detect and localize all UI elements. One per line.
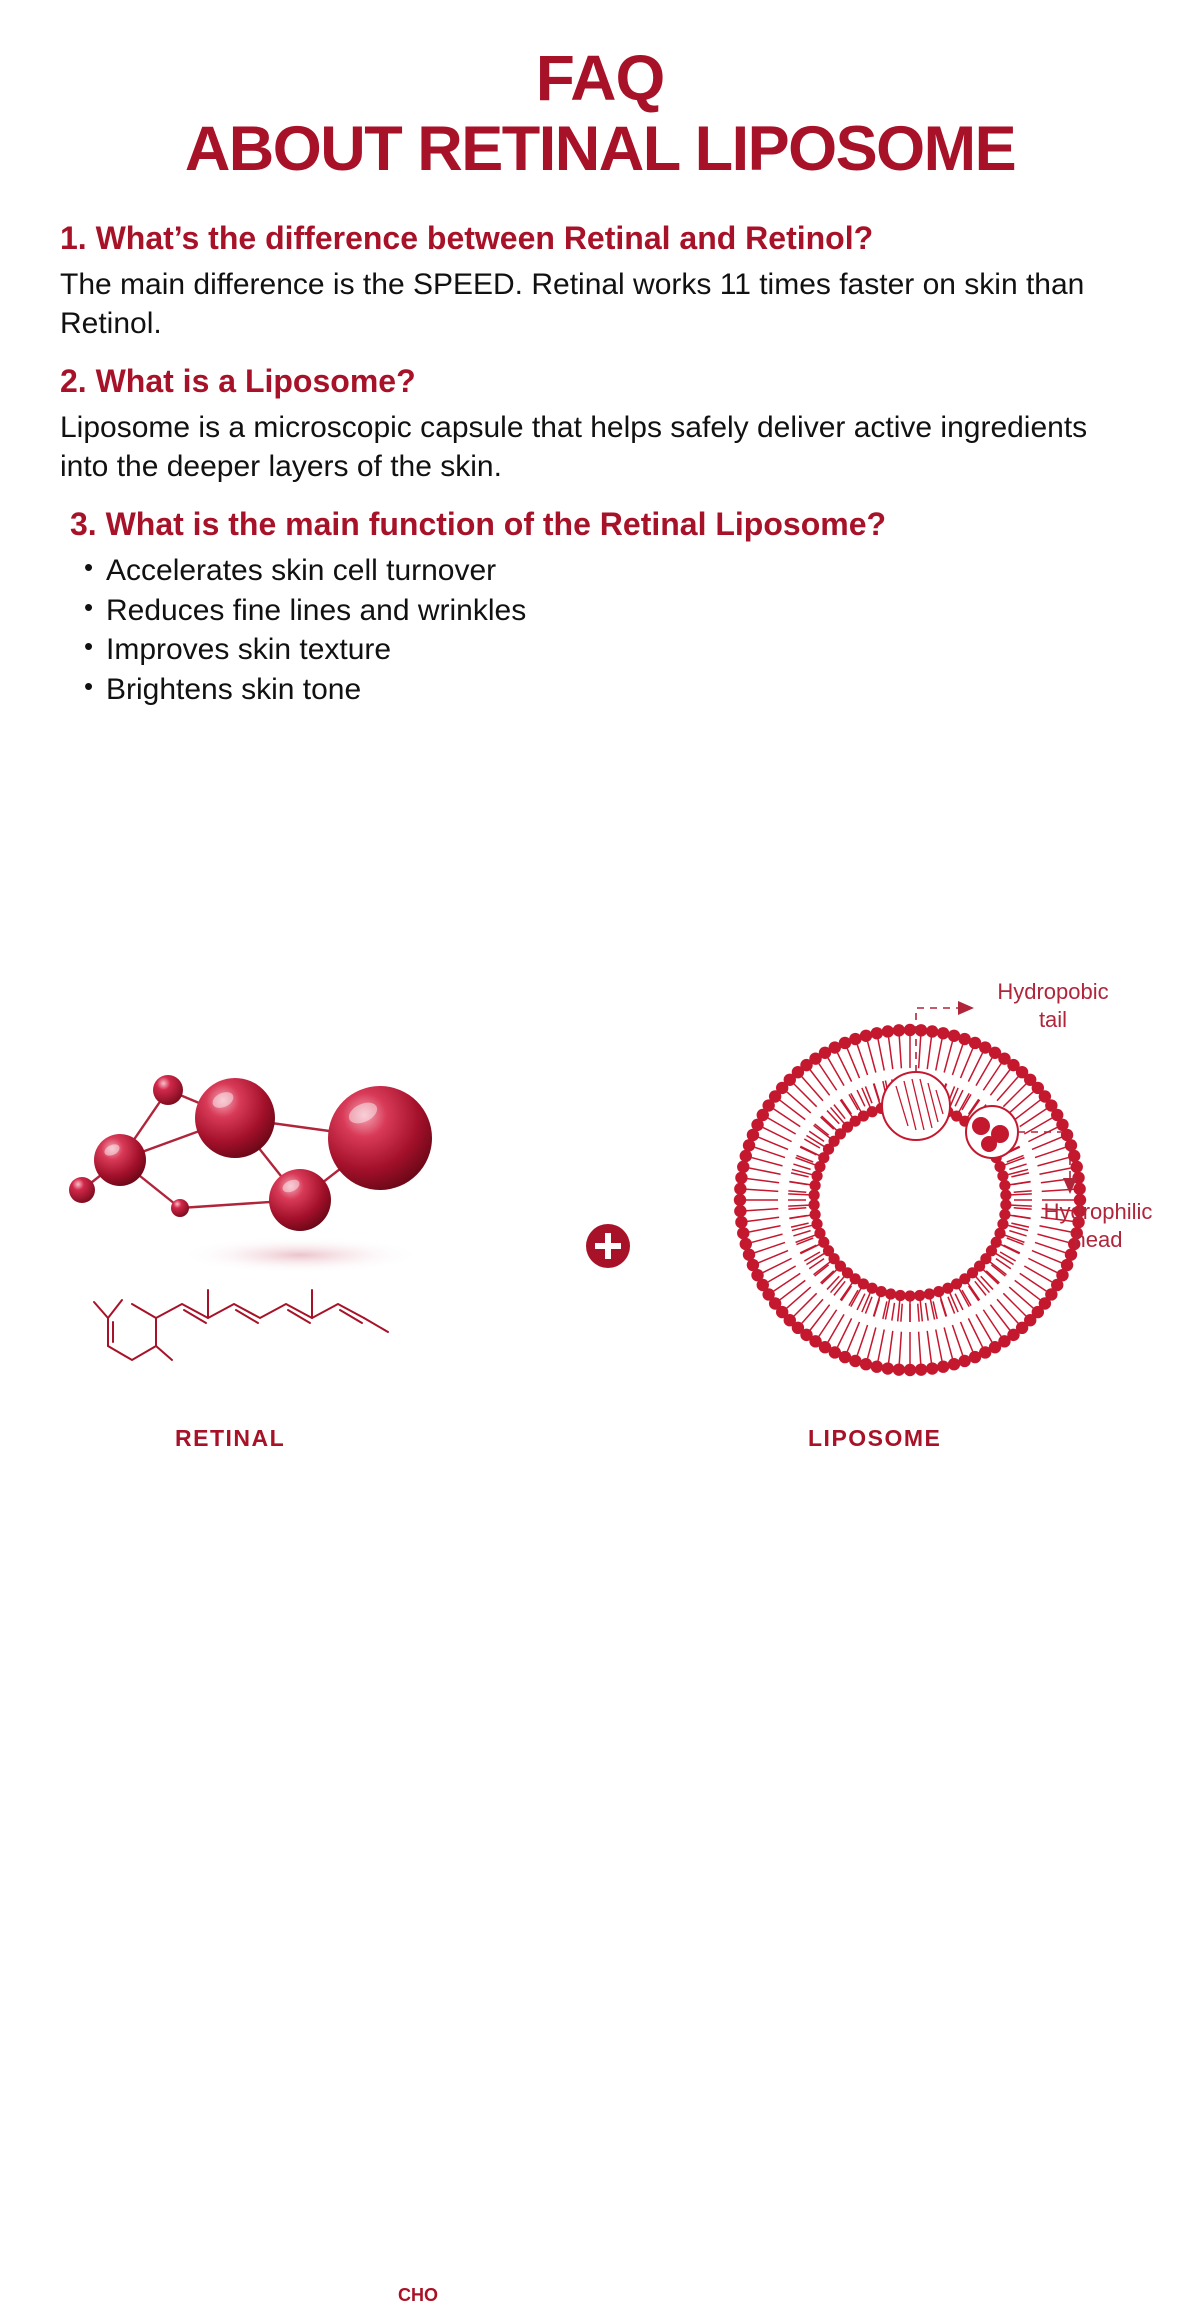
hydrophobic-tail-label bbox=[968, 978, 1138, 1033]
liposome-caption: LIPOSOME bbox=[808, 1425, 942, 1451]
hydrophobic-tail-label-line2: tail bbox=[1038, 1006, 1068, 1032]
hydrophobic-tail-label-line1: Hydropobic bbox=[997, 979, 1109, 1004]
faq-question-1: 1. What’s the difference between Retinal and Retinol? bbox=[60, 220, 874, 257]
faq-question-2: 2. What is a Liposome? bbox=[60, 363, 416, 400]
plus-icon bbox=[580, 1218, 636, 1274]
list-item: • Reduces fine lines and wrinkles bbox=[84, 591, 1140, 631]
title-line-1: FAQ bbox=[535, 42, 665, 114]
faq-answer-1: The main difference is the SPEED. Retinal works 11 times faster on skin than Retinol. bbox=[60, 268, 1085, 341]
retinal-caption: RETINAL bbox=[175, 1425, 286, 1451]
faq-item-1 bbox=[60, 218, 1140, 343]
faq-list bbox=[60, 218, 1140, 709]
cho-label: CHO bbox=[398, 2285, 438, 2305]
hydrophilic-head-label bbox=[1018, 1198, 1178, 1253]
faq-item-3 bbox=[60, 504, 1140, 709]
list-item: • Accelerates skin cell turnover bbox=[84, 551, 1140, 591]
list-item: • Brightens skin tone bbox=[84, 670, 1140, 710]
hydrophilic-head-label-line1: Hydrophilic bbox=[1043, 1199, 1153, 1224]
faq-answer-3-bullets bbox=[70, 551, 1140, 709]
title-line-2: ABOUT RETINAL LIPOSOME bbox=[184, 114, 1016, 184]
faq-item-2 bbox=[60, 361, 1140, 486]
faq-answer-2: Liposome is a microscopic capsule that helps safely deliver active ingredients into the deeper layers of the skin. bbox=[60, 411, 1088, 484]
retinal-molecule-illustration bbox=[60, 1050, 530, 1380]
faq-question-3: 3. What is the main function of the Retinal Liposome? bbox=[70, 506, 887, 543]
list-item: • Improves skin texture bbox=[84, 630, 1140, 670]
hydrophilic-head-label-line2: head bbox=[1073, 1226, 1123, 1252]
page-title bbox=[60, 0, 1140, 182]
